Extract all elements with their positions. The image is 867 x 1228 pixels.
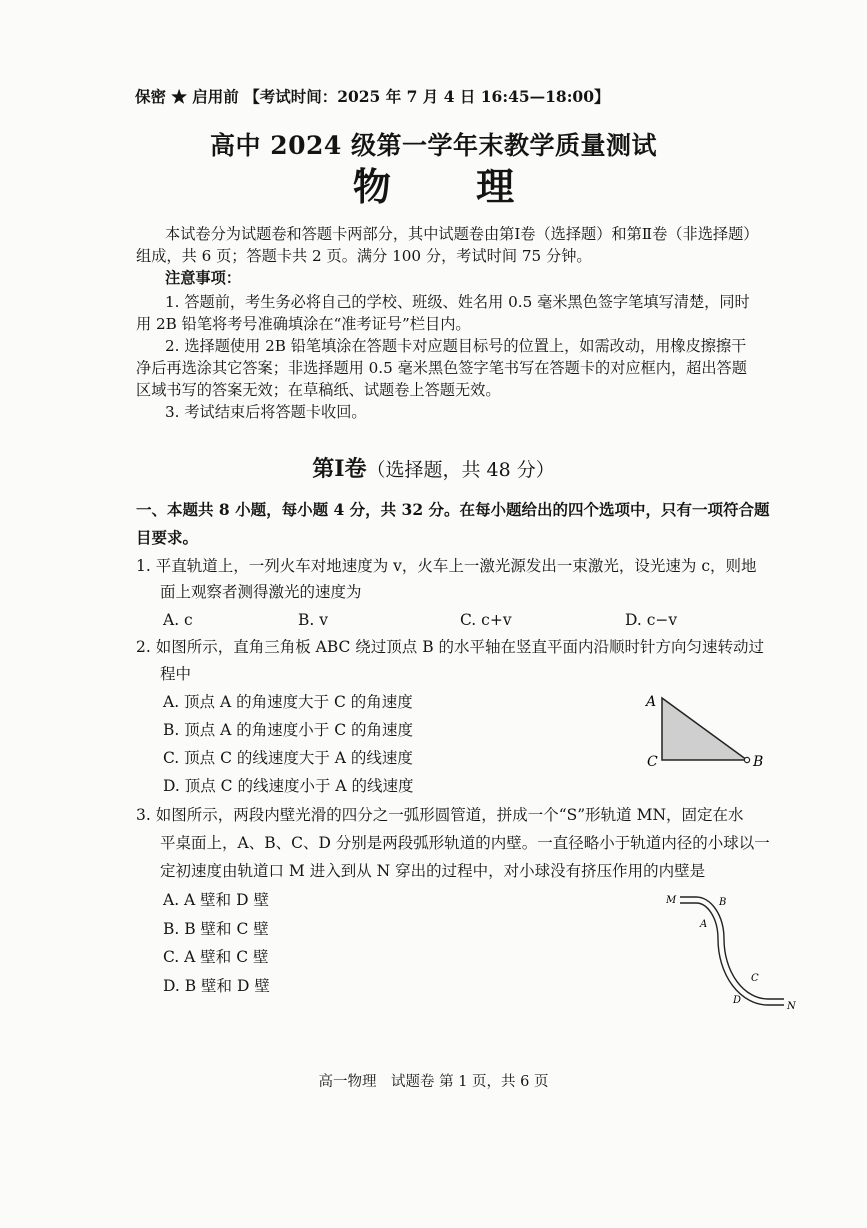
note-2-line-2: 净后再选涂其它答案；非选择题用 0.5 毫米黑色签字笔书写在答题卡的对应框内，超出答题 bbox=[136, 359, 747, 377]
section-title bbox=[0, 452, 867, 483]
q3-stem-line-3: 定初速度由轨道口 M 进入到从 N 穿出的过程中，对小球没有挤压作用的内壁是 bbox=[160, 862, 706, 880]
triangle-abc-figure bbox=[640, 690, 775, 775]
part-1-instruction-line-1: 一、本题共 8 小题，每小题 4 分，共 32 分。在每小题给出的四个选项中，只有一项符合题 bbox=[136, 500, 770, 519]
q2-stem-line-2: 程中 bbox=[160, 665, 192, 683]
q3-stem-line-2: 平桌面上，A、B、C、D 分别是两段弧形轨道的内壁。一直径略小于轨道内径的小球以一 bbox=[160, 834, 770, 852]
label-c-wall: C bbox=[751, 973, 759, 984]
q2-option-c: C. 顶点 C 的线速度大于 A 的线速度 bbox=[163, 749, 413, 767]
intro-line-2: 组成，共 6 页；答题卡共 2 页。满分 100 分，考试时间 75 分钟。 bbox=[136, 247, 592, 265]
q3-option-d: D. B 壁和 D 壁 bbox=[163, 977, 270, 995]
q2-option-d: D. 顶点 C 的线速度小于 A 的线速度 bbox=[163, 777, 414, 795]
label-a: A bbox=[646, 694, 657, 710]
s-track-figure bbox=[660, 885, 800, 1015]
section-title-main: 第Ⅰ卷 bbox=[312, 456, 367, 482]
label-b-wall: B bbox=[719, 897, 727, 908]
q1-option-c: C. c+v bbox=[460, 611, 512, 629]
q3-option-c: C. A 壁和 C 壁 bbox=[163, 948, 269, 966]
pivot-point-b bbox=[744, 757, 749, 762]
label-n: N bbox=[787, 1001, 796, 1012]
exam-title: 高中 2024 级第一学年末教学质量测试 bbox=[210, 131, 657, 160]
q1-option-d: D. c−v bbox=[625, 611, 678, 629]
label-a-wall: A bbox=[700, 919, 708, 930]
note-2-line-3: 区域书写的答案无效；在草稿纸、试题卷上答题无效。 bbox=[136, 381, 501, 399]
part-1-instruction-line-2: 目要求。 bbox=[136, 528, 199, 547]
triangle-abc bbox=[662, 698, 747, 760]
q1-stem-line-1: 1. 平直轨道上，一列火车对地速度为 v，火车上一激光源发出一束激光，设光速为 c，则地 bbox=[136, 557, 757, 575]
note-1-line-1: 1. 答题前，考生务必将自己的学校、班级、姓名用 0.5 毫米黑色签字笔填写清楚，同时 bbox=[165, 293, 750, 311]
label-b: B bbox=[753, 754, 764, 770]
q1-option-a: A. c bbox=[163, 611, 193, 629]
confidential-header: 保密 ★ 启用前 【考试时间：2025 年 7 月 4 日 16:45—18:00】 bbox=[135, 87, 610, 106]
q1-stem-line-2: 面上观察者测得激光的速度为 bbox=[160, 583, 362, 601]
q2-stem-line-1: 2. 如图所示，直角三角板 ABC 绕过顶点 B 的水平轴在竖直平面内沿顺时针方向匀速转动过 bbox=[136, 638, 765, 656]
q3-option-a: A. A 壁和 D 壁 bbox=[163, 891, 269, 909]
note-2-line-1: 2. 选择题使用 2B 铅笔填涂在答题卡对应题目标号的位置上，如需改动，用橡皮擦擦干 bbox=[165, 337, 747, 355]
page-footer: 高一物理 试题卷 第 1 页，共 6 页 bbox=[318, 1074, 549, 1090]
q3-stem-line-1: 3. 如图所示，两段内壁光滑的四分之一弧形圆管道，拼成一个“S”形轨道 MN，固定在水 bbox=[136, 806, 744, 824]
q2-option-b: B. 顶点 A 的角速度小于 C 的角速度 bbox=[163, 721, 414, 739]
q2-option-a: A. 顶点 A 的角速度大于 C 的角速度 bbox=[163, 693, 413, 711]
q1-option-b: B. v bbox=[298, 611, 329, 629]
s-track-inner-wall bbox=[680, 903, 784, 1005]
subject-title: 物 理 bbox=[352, 164, 551, 209]
intro-line-1: 本试卷分为试题卷和答题卡两部分，其中试题卷由第Ⅰ卷（选择题）和第Ⅱ卷（非选择题） bbox=[165, 225, 759, 243]
label-d-wall: D bbox=[733, 995, 742, 1006]
label-m: M bbox=[666, 895, 677, 906]
q3-option-b: B. B 壁和 C 壁 bbox=[163, 920, 269, 938]
section-subtitle: （选择题，共 48 分） bbox=[366, 459, 555, 481]
notes-title: 注意事项： bbox=[165, 269, 241, 287]
label-c: C bbox=[647, 754, 658, 770]
note-1-line-2: 用 2B 铅笔将考号准确填涂在“准考证号”栏目内。 bbox=[136, 315, 471, 333]
note-3: 3. 考试结束后将答题卡收回。 bbox=[165, 403, 367, 421]
